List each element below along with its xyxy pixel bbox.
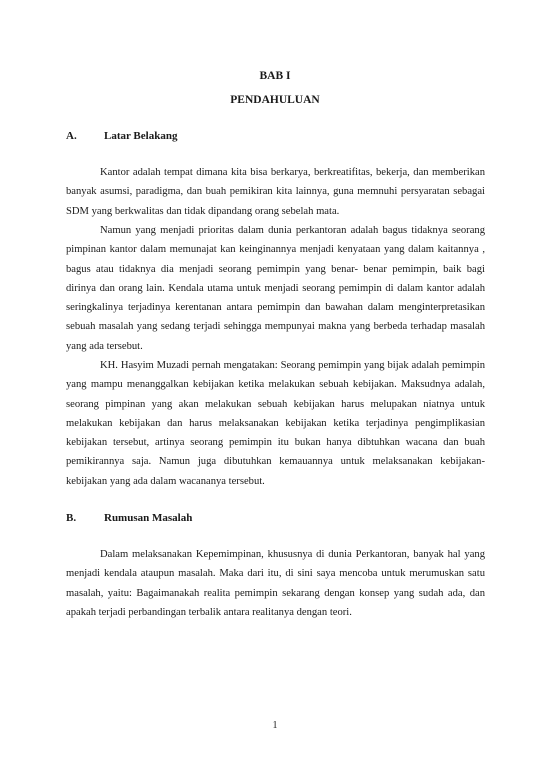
- paragraph: KH. Hasyim Muzadi pernah mengatakan: Seorang pemimpin yang bijak adalah pemimpin yang mampu menanggalkan kebijakan ketika melakukan sebuah kebijakan. Maksudnya adalah, seorang pimpinan yang akan melakukan sebuah kebijakan harus melupakan niatnya untuk melakukan kebijakan dan harus melaksanakan kebijakan ketika terjadinya pengimplikasian kebijakan tersebut, artinya seorang pemimpin itu bukan hanya dibtuhkan wacana dan buah pemikirannya saja. Namun juga dibutuhkan kemauannya untuk melaksanakan kebijakan- kebijakan yang ada dalam wacananya tersebut.: [66, 360, 485, 487]
- section-title: Latar Belakang: [104, 130, 178, 142]
- paragraph: Kantor adalah tempat dimana kita bisa berkarya, berkreatifitas, bekerja, dan memberikan banyak asumsi, paradigma, dan buah pemikiran kita lainnya, guna memnuhi persyaratan sebagai SDM yang berkwalitas dan tidak dipandang orang sebelah mata.: [66, 167, 485, 217]
- chapter-number: BAB I: [259, 70, 291, 82]
- paragraph: Dalam melaksanakan Kepemimpinan, khususnya di dunia Perkantoran, banyak hal yang menjadi kendala ataupun masalah. Maka dari itu, di sini saya mencoba untuk merumuskan satu masalah, yaitu: Bagaimanakah realita pemimpin sekarang dengan konsep yang sudah ada, dan apakah terjadi perbandingan terbalik antara realitanya dengan teori.: [66, 549, 485, 618]
- chapter-title: PENDAHULUAN: [230, 94, 320, 106]
- section-letter: A.: [66, 130, 77, 142]
- section-heading-a: [66, 130, 177, 142]
- section-heading-b: [66, 512, 192, 524]
- page-number: 1: [272, 720, 278, 731]
- section-letter: B.: [66, 512, 77, 524]
- section-title: Rumusan Masalah: [104, 512, 193, 524]
- paragraph: Namun yang menjadi prioritas dalam dunia perkantoran adalah bagus tidaknya seorang pimpinan kantor dalam memunajat kan keinginannya menjadi kenyataan yang dalam kaitannya , bagus atau tidaknya dia menjadi seorang pemimpin yang benar- benar pemimpin, baik bagi dirinya dan orang lain. Kendala utama untuk menjadi seorang pemimpin di dalam kantor adalah seringkalinya terjadinya kerentanan antara pemimpin dan bawahan dalam menginterpretasikan sebuah masalah yang sedang terjadi sehingga mempunyai makna yang berbeda terhadap masalah yang ada tersebut.: [66, 225, 485, 352]
